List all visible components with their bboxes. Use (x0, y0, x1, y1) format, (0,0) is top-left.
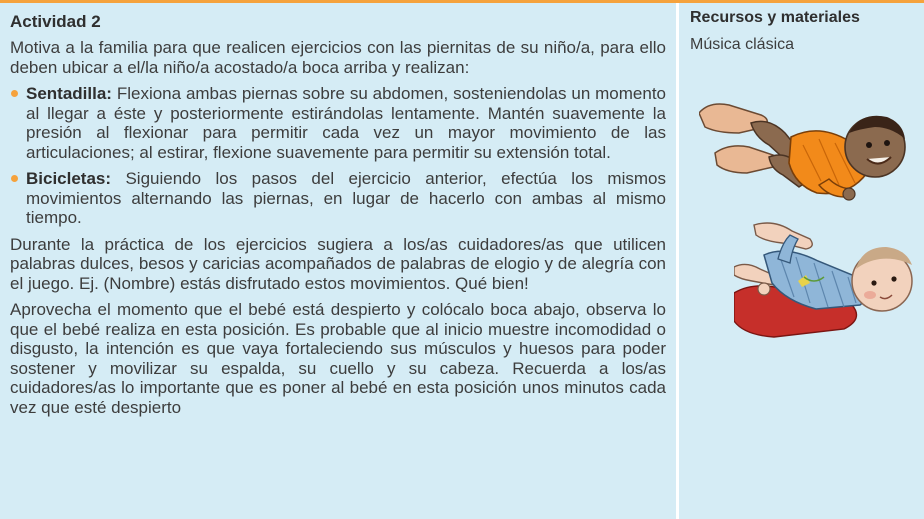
bullet-dot-icon (11, 175, 18, 182)
baby-bicycle-exercise-illustration (734, 221, 924, 343)
activity-panel (0, 3, 676, 519)
exercise-item-bicicletas (10, 169, 666, 228)
bullet-dot-icon (11, 90, 18, 97)
exercise-list (10, 84, 666, 228)
resources-panel (679, 3, 924, 519)
exercise-description: Flexiona ambas piernas sobre su abdomen, sosteniendolas un momento al llegar a éste y posteriormente estirándolas lentamente. Mantén suavemente la presión al flexionar para permitir cada vez un mayor movimiento de las articulaciones; al estirar, flexione suavemente para permitir su extensión total. (26, 84, 666, 162)
exercise-term: Sentadilla: (26, 84, 112, 103)
activity-title: Actividad 2 (10, 12, 101, 31)
exercise-item-sentadilla (10, 84, 666, 162)
activity-intro: Motiva a la familia para que realicen ejercicios con las piernitas de su niño/a, para ello deben ubicar a el/la niño/a acostado/a boca arriba y realizan: (10, 38, 666, 77)
resource-item: Música clásica (690, 36, 795, 53)
activity-paragraph-2: Durante la práctica de los ejercicios sugiera a los/as cuidadores/as que utilicen palabras dulces, besos y caricias acompañados de palabras de elogio y de alegría con el juego. Ej. (Nombre) estás disfrutado estos movimientos. Qué bien! (10, 234, 666, 293)
baby-leg-exercise-illustration (699, 93, 919, 208)
resources-title: Recursos y materiales (690, 9, 860, 26)
exercise-description: Siguiendo los pasos del ejercicio anterior, efectúa los mismos movimientos alternando las piernas, en lugar de hacerlo con ambas al mismo tiempo. (26, 169, 666, 227)
exercise-term: Bicicletas: (26, 169, 112, 188)
activity-paragraph-3: Aprovecha el momento que el bebé está despierto y colócalo boca abajo, observa lo que el bebé realiza en esta posición. Es probable que al inicio muestre incomodidad o disgusto, la intención es que vaya fortaleciendo sus músculos y huesos para poder sostener y movilizar su espalda, su cuello y su cabeza. Recuerda a los/as cuidadores/as lo importante que es poner al bebé en esta posición unos minutos cada vez que esté despierto (10, 300, 666, 417)
